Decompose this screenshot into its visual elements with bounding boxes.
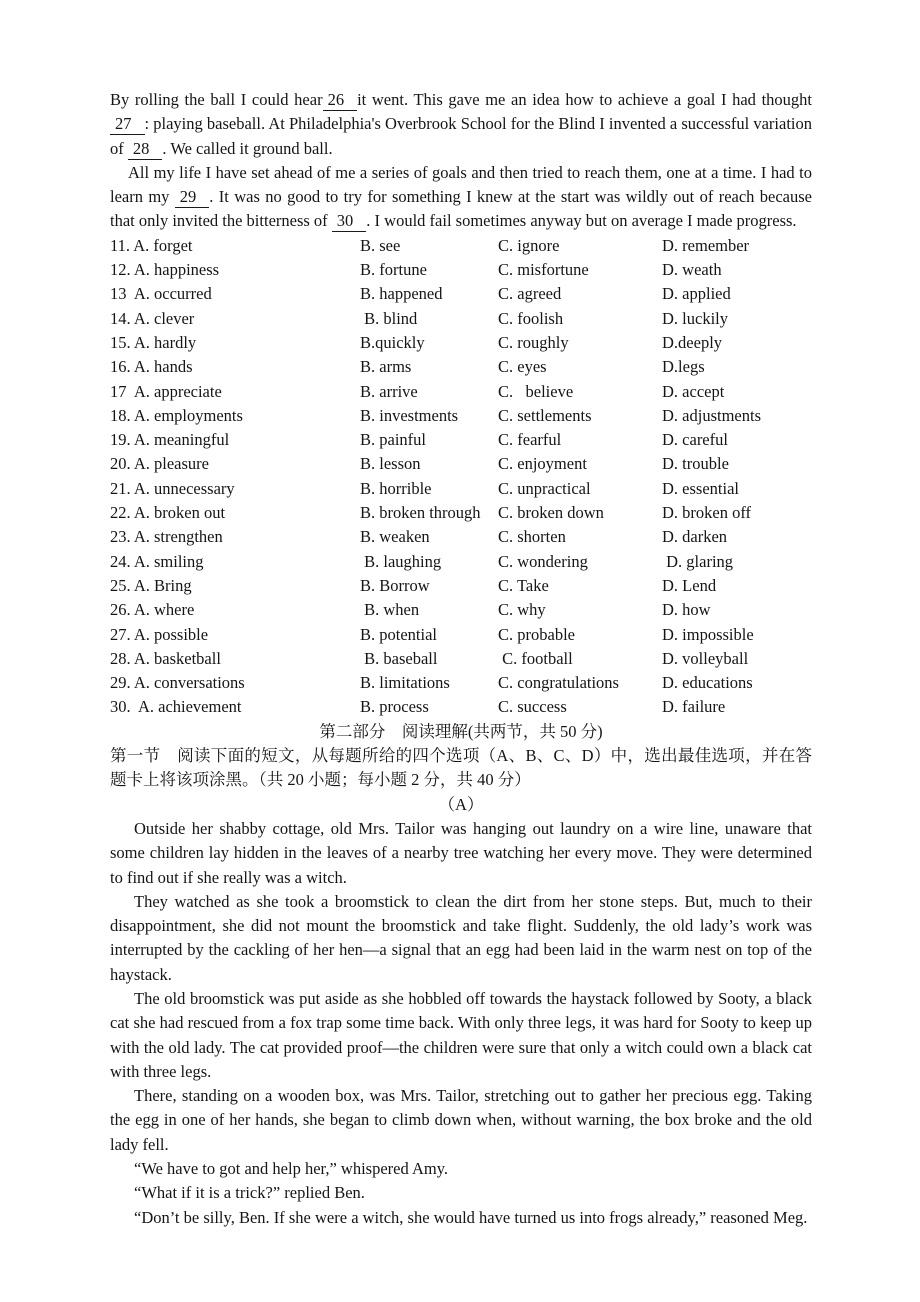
- option-b: B. arms: [360, 357, 412, 377]
- option-b: B. lesson: [360, 454, 421, 474]
- option-c: C. shorten: [498, 527, 566, 547]
- passage-paragraph: “What if it is a trick?” replied Ben.: [134, 1183, 365, 1203]
- option-c: C. why: [498, 600, 546, 620]
- reading-passage: [110, 817, 812, 1230]
- part2-heading: 第二部分 阅读理解(共两节，共 50 分): [319, 721, 603, 741]
- option-d: D. remember: [662, 235, 750, 255]
- option-row: [110, 598, 812, 622]
- option-row: [110, 623, 812, 647]
- text-segment: . I would fail sometimes anyway but on average I made progress.: [366, 211, 797, 231]
- option-c: C. probable: [498, 624, 575, 644]
- option-a: 29. A. conversations: [110, 673, 245, 693]
- option-b: B. investments: [360, 405, 459, 425]
- option-a: 22. A. broken out: [110, 503, 226, 523]
- option-d: D. volleyball: [662, 648, 749, 668]
- cloze-blank: 29: [175, 187, 210, 208]
- text-segment: All my life I have set ahead of me a series of goals and then tried to reach them, one at a time. I had to learn my: [110, 162, 812, 207]
- option-b: B. baseball: [360, 648, 438, 668]
- option-c: C. misfortune: [498, 260, 589, 280]
- option-row: [110, 501, 812, 525]
- text-segment: . It was no good to try for something I knew at the start was wildly out of reach because that only invited the bitterness of: [110, 187, 813, 231]
- option-row: [110, 404, 812, 428]
- option-c: C. fearful: [498, 430, 562, 450]
- option-b: B. weaken: [360, 527, 430, 547]
- option-a: 25. A. Bring: [110, 575, 192, 595]
- option-d: D. Lend: [662, 575, 717, 595]
- option-c: C. broken down: [498, 503, 604, 523]
- option-row: [110, 452, 812, 476]
- option-d: D. accept: [662, 381, 725, 401]
- option-c: C. foolish: [498, 308, 564, 328]
- passage-label: （A）: [438, 794, 484, 814]
- section1-intro: 第一节 阅读下面的短文，从每题所给的四个选项（A、B、C、D）中，选出最佳选项，并在答题卡上将该项涂黑。（共 20 小题；每小题 2 分，共 40 分）: [110, 746, 812, 790]
- option-a: 14. A. clever: [110, 308, 195, 328]
- cloze-blank: 30: [332, 211, 367, 232]
- option-c: C. roughly: [498, 332, 569, 352]
- option-c: C. believe: [498, 381, 574, 401]
- option-row: [110, 355, 812, 379]
- option-a: 16. A. hands: [110, 357, 193, 377]
- option-b: B. limitations: [360, 673, 450, 693]
- option-b: B. arrive: [360, 381, 418, 401]
- passage-paragraph: Outside her shabby cottage, old Mrs. Tailor was hanging out laundry on a wire line, unaware that some children lay hidden in the leaves of a nearby tree watching her every move. They were determined to find out if she really was a witch.: [110, 818, 812, 887]
- option-d: D.legs: [662, 357, 705, 377]
- option-a: 27. A. possible: [110, 624, 209, 644]
- option-a: 19. A. meaningful: [110, 430, 230, 450]
- option-row: [110, 331, 812, 355]
- cloze-paragraph-1: [110, 88, 812, 161]
- option-row: [110, 282, 812, 306]
- option-d: D. luckily: [662, 308, 728, 328]
- option-d: D. adjustments: [662, 405, 761, 425]
- option-c: C. eyes: [498, 357, 547, 377]
- cloze-blank: 26: [323, 90, 358, 111]
- option-b: B. when: [360, 600, 420, 620]
- option-b: B. happened: [360, 284, 443, 304]
- option-d: D. darken: [662, 527, 728, 547]
- option-row: [110, 380, 812, 404]
- option-d: D. broken off: [662, 503, 752, 523]
- option-row: [110, 695, 812, 719]
- option-row: [110, 574, 812, 598]
- option-a: 17 A. appreciate: [110, 381, 222, 401]
- option-c: C. settlements: [498, 405, 592, 425]
- option-row: [110, 671, 812, 695]
- option-d: D. glaring: [662, 551, 734, 571]
- option-d: D. weath: [662, 260, 722, 280]
- text-segment: : playing baseball. At Philadelphia's Overbrook School for the Blind I invented a successful variation of: [110, 114, 812, 158]
- option-a: 21. A. unnecessary: [110, 478, 235, 498]
- option-b: B. process: [360, 697, 429, 717]
- option-d: D. how: [662, 600, 711, 620]
- option-d: D. impossible: [662, 624, 754, 644]
- option-a: 23. A. strengthen: [110, 527, 223, 547]
- option-b: B. broken through: [360, 503, 481, 523]
- option-d: D. trouble: [662, 454, 729, 474]
- option-b: B. blind: [360, 308, 418, 328]
- passage-paragraph: They watched as she took a broomstick to clean the dirt from her stone steps. But, much to their disappointment, she did not mount the broomstick and take flight. Suddenly, the old lady’s work was interrupted by the cackling of her hen—a signal that an egg had been laid in the warm nest on top of the haystack.: [110, 891, 812, 984]
- option-row: [110, 477, 812, 501]
- cloze-blank: 28: [128, 139, 163, 160]
- option-a: 11. A. forget: [110, 235, 193, 255]
- option-c: C. enjoyment: [498, 454, 587, 474]
- option-c: C. ignore: [498, 235, 560, 255]
- option-d: D. essential: [662, 478, 739, 498]
- passage-paragraph: The old broomstick was put aside as she hobbled off towards the haystack followed by Sooty, a black cat she had rescued from a fox trap some time back. With only three legs, it was hard for Sooty to keep up with the old lady. The cat provided proof—the children were sure that only a witch could own a black cat with three legs.: [110, 988, 812, 1081]
- option-row: [110, 550, 812, 574]
- option-b: B. Borrow: [360, 575, 430, 595]
- option-b: B. potential: [360, 624, 437, 644]
- option-b: B. horrible: [360, 478, 432, 498]
- option-a: 13 A. occurred: [110, 284, 212, 304]
- cloze-blank: 27: [110, 114, 145, 135]
- passage-paragraph: “Don’t be silly, Ben. If she were a witch, she would have turned us into frogs already,” reasoned Meg.: [134, 1207, 808, 1227]
- text-segment: By rolling the ball I could hear: [110, 90, 323, 109]
- option-a: 12. A. happiness: [110, 260, 220, 280]
- option-row: [110, 234, 812, 258]
- option-a: 26. A. where: [110, 600, 195, 620]
- cloze-options-list: [110, 234, 812, 720]
- option-b: B. see: [360, 235, 401, 255]
- option-row: [110, 307, 812, 331]
- option-c: C. success: [498, 697, 567, 717]
- option-c: C. Take: [498, 575, 549, 595]
- option-d: D. educations: [662, 673, 753, 693]
- option-row: [110, 525, 812, 549]
- option-b: B.quickly: [360, 332, 425, 352]
- option-d: D. failure: [662, 697, 726, 717]
- option-row: [110, 428, 812, 452]
- option-a: 30. A. achievement: [110, 697, 242, 717]
- option-a: 18. A. employments: [110, 405, 243, 425]
- option-d: D. careful: [662, 430, 728, 450]
- option-c: C. unpractical: [498, 478, 591, 498]
- cloze-paragraph-2: [110, 161, 812, 234]
- passage-paragraph: There, standing on a wooden box, was Mrs. Tailor, stretching out to gather her precious egg. Taking the egg in one of her hands, she began to climb down when, without warning, the box broke and the old lady fell.: [110, 1086, 812, 1154]
- option-b: B. fortune: [360, 260, 427, 280]
- option-a: 28. A. basketball: [110, 648, 221, 668]
- option-d: D.deeply: [662, 332, 723, 352]
- option-c: C. football: [498, 648, 573, 668]
- option-row: [110, 647, 812, 671]
- option-c: C. congratulations: [498, 673, 619, 693]
- option-a: 20. A. pleasure: [110, 454, 209, 474]
- option-a: 24. A. smiling: [110, 551, 204, 571]
- text-segment: it went. This gave me an idea how to achieve a goal I had thought: [357, 90, 812, 109]
- option-c: C. agreed: [498, 284, 562, 304]
- passage-paragraph: “We have to got and help her,” whispered Amy.: [134, 1159, 449, 1179]
- option-a: 15. A. hardly: [110, 332, 197, 352]
- option-row: [110, 258, 812, 282]
- text-segment: . We called it ground ball.: [162, 138, 333, 158]
- option-b: B. painful: [360, 430, 426, 450]
- option-d: D. applied: [662, 284, 731, 304]
- option-c: C. wondering: [498, 551, 588, 571]
- option-b: B. laughing: [360, 551, 442, 571]
